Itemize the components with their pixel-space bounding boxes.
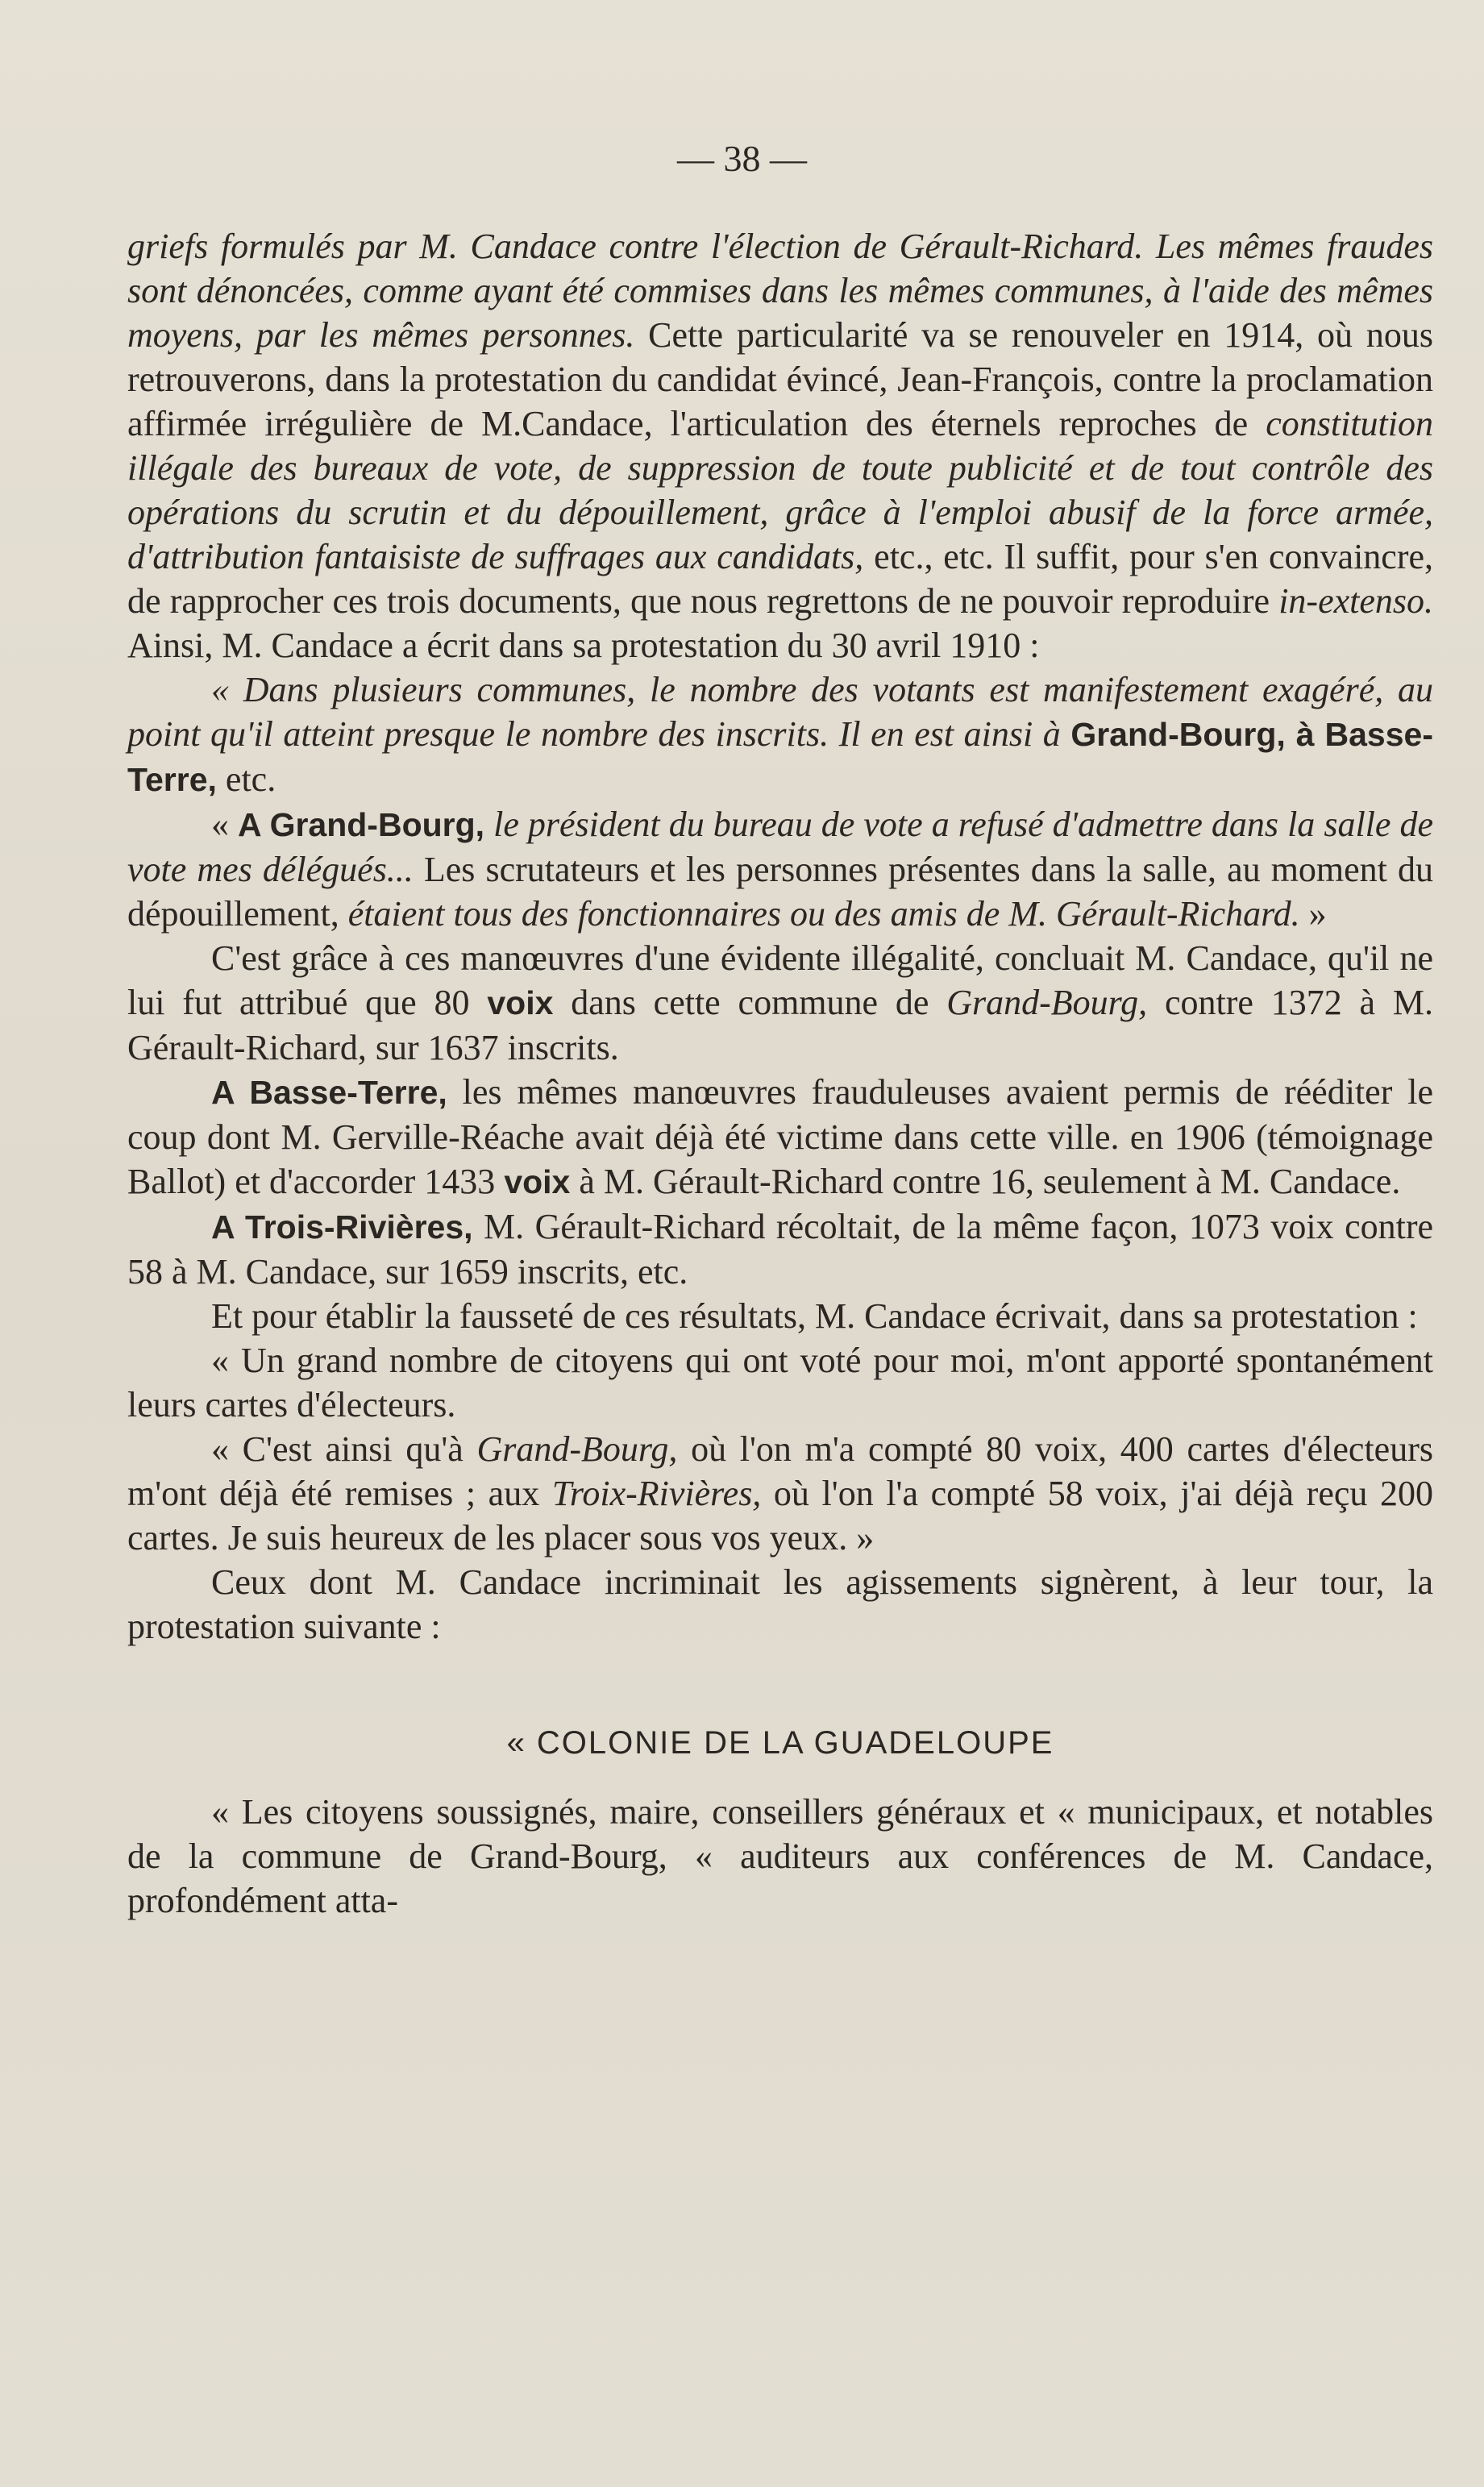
italic-span: le président du bureau de vote a refusé d'admettre dans la salle de vote mes délégués... xyxy=(127,805,1434,889)
paragraph-9 xyxy=(127,1427,1433,1560)
paragraph-5 xyxy=(127,1070,1433,1204)
italic-span: « Dans plusieurs communes, le nombre des votants est manifestement exagéré, au point qu'il atteint presque le nombre des inscrits. Il en est ainsi à xyxy=(127,670,1433,754)
text-span: Ainsi, M. Candace a écrit dans sa protestation du 30 avril 1910 : xyxy=(127,626,1040,665)
text-span: « C'est ainsi qu'à xyxy=(211,1429,477,1469)
italic-span: Grand-Bourg, xyxy=(476,1429,678,1469)
page-number: — 38 — xyxy=(677,138,807,179)
italic-span: griefs formulés par M. Candace contre l'élection de Gérault-Richard. Les mêmes fraudes sont dénoncées, comme ayant été commises dans les mêmes communes, à l'aide des mêmes moyens, par les mêmes personnes. xyxy=(127,227,1433,355)
text-span: les mêmes manœuvres frauduleuses avaient permis de rééditer le coup dont M. Gerville-Réache avait déjà été victime dans cette ville. en 1906 (témoignage Ballot) et d'accorder 1433 xyxy=(127,1072,1434,1201)
italic-span: in-extenso. xyxy=(1278,581,1433,621)
text-span: etc. xyxy=(216,759,276,799)
paragraph-1 xyxy=(127,224,1433,667)
text-span: etc., etc. Il suffit, pour s'en convaincre, de rapprocher ces trois documents, que nous regrettons de ne pouvoir reproduire xyxy=(127,537,1433,621)
paragraph-7: Et pour établir la fausseté de ces résultats, M. Candace écrivait, dans sa protestation : xyxy=(211,1296,1418,1336)
bold-place-span: A Grand-Bourg, xyxy=(238,806,485,843)
text-span: contre 1372 à M. Gérault-Richard, sur 1637 inscrits. xyxy=(127,983,1434,1067)
text-span: où l'on m'a compté 80 voix, 400 cartes d'électeurs m'ont déjà été remises ; aux xyxy=(127,1429,1433,1513)
paragraph-10: Ceux dont M. Candace incriminait les agissements signèrent, à leur tour, la protestation suivante : xyxy=(127,1562,1433,1646)
bold-place-span: A Trois-Rivières, xyxy=(211,1208,473,1246)
text-span: » xyxy=(1299,894,1327,934)
paragraph-4 xyxy=(127,936,1433,1070)
italic-span: constitution illégale des bureaux de vote, de suppression de toute publicité et de tout contrôle des opérations du scrutin et du dépouillement, grâce à l'emploi abusif de la force armée, d'attribution fantaisiste de suffrages aux candidats, xyxy=(127,404,1433,576)
text-span: Cette particularité va se renouveler en 1914, où nous retrouverons, dans la protestation du candidat évincé, Jean-François, contre la proclamation affirmée irrégulière de M.Candace, l'articulation des éternels reproches de xyxy=(127,315,1433,443)
text-span: Les scrutateurs et les personnes présentes dans la salle, au moment du dépouillement, xyxy=(127,850,1433,934)
text-span: où l'on l'a compté 58 voix, j'ai déjà reçu 200 cartes. Je suis heureux de les placer sous vos yeux. » xyxy=(127,1474,1433,1557)
italic-span: Troix-Rivières, xyxy=(551,1474,762,1513)
paragraph-8: « Un grand nombre de citoyens qui ont voté pour moi, m'ont apporté spontanément leurs cartes d'électeurs. xyxy=(127,1341,1433,1424)
body-text xyxy=(127,224,1433,1923)
bold-span: voix xyxy=(487,984,554,1021)
text-span: M. Gérault-Richard récoltait, de la même façon, 1073 voix contre 58 à M. Candace, sur 1659 inscrits, etc. xyxy=(127,1207,1433,1291)
text-span: C'est grâce à ces manœuvres d'une évidente illégalité, concluait M. Candace, qu'il ne lui fut attribué que 80 xyxy=(127,938,1433,1022)
paragraph-2 xyxy=(127,667,1433,802)
text-span: à M. Gérault-Richard contre 16, seulement à M. Candace. xyxy=(570,1162,1401,1201)
paragraph-3 xyxy=(127,802,1433,936)
bold-place-span: Grand-Bourg, à Basse-Terre, xyxy=(127,716,1433,798)
bold-place-span: A Basse-Terre, xyxy=(211,1074,447,1111)
text-span: dans cette commune de xyxy=(553,983,947,1022)
text-span: « xyxy=(211,805,239,844)
italic-span: Grand-Bourg, xyxy=(946,983,1148,1022)
bold-span: voix xyxy=(504,1163,571,1200)
section-title: « COLONIE DE LA GUADELOUPE xyxy=(506,1725,1054,1761)
paragraph-11: « Les citoyens soussignés, maire, conseillers généraux et « municipaux, et notables de la commune de Grand-Bourg, « auditeurs aux conférences de M. Candace, profondément atta- xyxy=(127,1792,1433,1920)
italic-span: étaient tous des fonctionnaires ou des amis de M. Gérault-Richard. xyxy=(347,894,1300,934)
paragraph-6 xyxy=(127,1204,1433,1294)
